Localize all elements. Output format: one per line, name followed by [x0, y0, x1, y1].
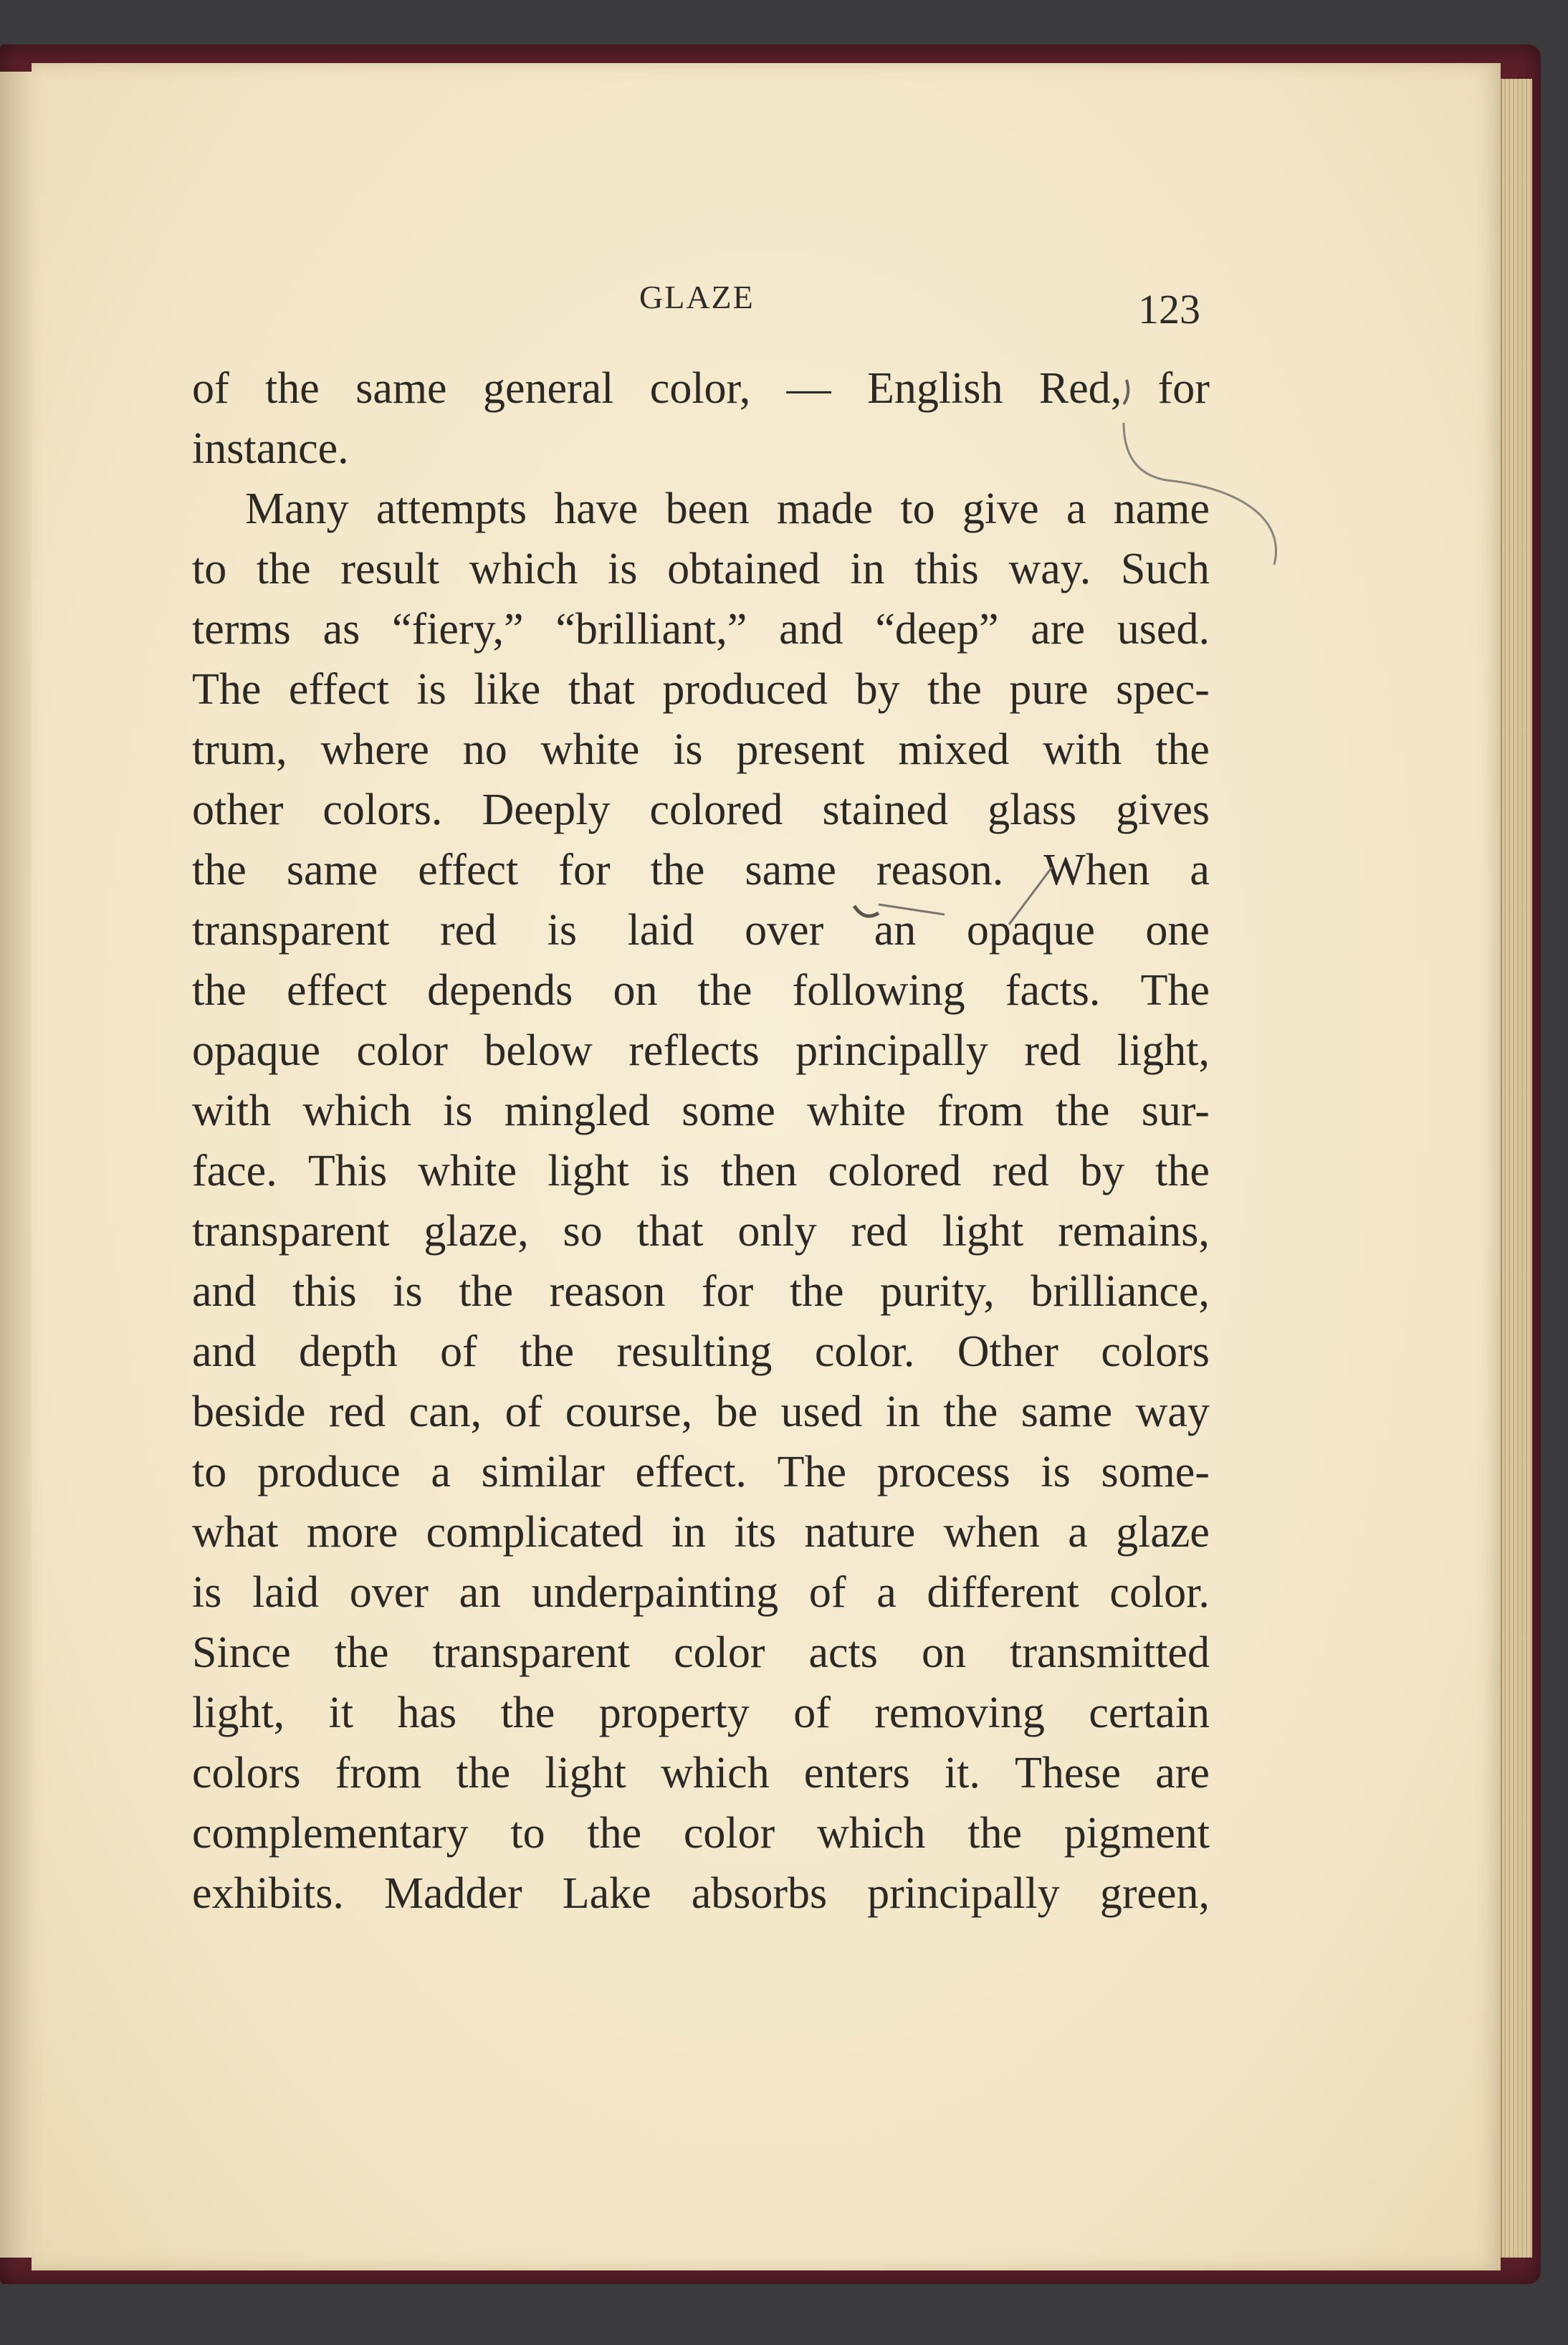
- word: white: [807, 1086, 906, 1135]
- word: over: [745, 906, 824, 955]
- word: used.: [1117, 605, 1210, 654]
- word: one: [1145, 906, 1210, 955]
- word: depends: [427, 966, 573, 1015]
- word: for: [558, 846, 611, 894]
- word: can,: [408, 1388, 482, 1436]
- word: effect: [288, 665, 389, 714]
- text-line: [192, 1623, 1210, 1683]
- word: other: [192, 785, 284, 834]
- word: the: [650, 846, 705, 894]
- word: is: [192, 1568, 222, 1617]
- word: absorbs: [691, 1869, 828, 1918]
- text-line: [192, 1201, 1210, 1261]
- word: process: [876, 1448, 1010, 1496]
- word: colors: [192, 1749, 301, 1797]
- word: it.: [944, 1749, 980, 1797]
- word: transparent: [432, 1628, 631, 1677]
- word: reason: [549, 1267, 666, 1316]
- word: complicated: [426, 1508, 644, 1557]
- word: so: [563, 1207, 603, 1256]
- word: used: [780, 1388, 863, 1436]
- word: Such: [1120, 545, 1210, 593]
- word: light: [942, 1207, 1024, 1256]
- word: following: [792, 966, 965, 1015]
- word: property: [598, 1689, 750, 1737]
- word: resulting: [616, 1327, 773, 1376]
- word: the: [459, 1267, 513, 1316]
- word: to: [510, 1809, 545, 1858]
- text-line: [192, 1442, 1210, 1502]
- word: colors: [1101, 1327, 1210, 1376]
- word: These: [1015, 1749, 1122, 1797]
- word: only: [737, 1207, 817, 1256]
- word: When: [1043, 846, 1150, 894]
- word: effect: [286, 966, 387, 1015]
- word: and: [779, 605, 843, 654]
- word: the: [967, 1809, 1023, 1858]
- word: of: [440, 1327, 477, 1376]
- word: —: [786, 364, 831, 413]
- word: reason.: [876, 846, 1004, 894]
- word: on: [921, 1628, 966, 1677]
- word: the: [520, 1327, 574, 1376]
- word: the: [1155, 1147, 1210, 1195]
- text-line: [192, 539, 1210, 599]
- word: this: [292, 1267, 357, 1316]
- word: with: [1043, 725, 1122, 774]
- word: enters: [803, 1749, 910, 1797]
- word: Lake: [562, 1869, 651, 1918]
- text-line: [192, 479, 1210, 539]
- word: more: [306, 1508, 398, 1557]
- word: The: [777, 1448, 847, 1496]
- word: general: [482, 364, 614, 413]
- word: trum,: [192, 725, 287, 774]
- word: is: [443, 1086, 473, 1135]
- word: terms: [192, 605, 291, 654]
- word: brilliance,: [1031, 1267, 1210, 1316]
- word: which: [817, 1809, 926, 1858]
- word: instance.: [192, 424, 349, 473]
- word: with: [192, 1086, 272, 1135]
- word: has: [397, 1689, 457, 1737]
- word: Other: [957, 1327, 1058, 1376]
- word: its: [734, 1508, 777, 1557]
- word: the: [334, 1628, 389, 1677]
- text-line: [192, 1322, 1210, 1382]
- word: English: [867, 364, 1003, 413]
- word: a: [1066, 484, 1086, 533]
- word: is: [1041, 1448, 1071, 1496]
- word: some: [682, 1086, 775, 1135]
- word: name: [1113, 484, 1210, 533]
- word: Since: [192, 1628, 291, 1677]
- word: laid: [627, 906, 694, 955]
- previous-page-edge: [0, 72, 33, 2258]
- word: by: [855, 665, 900, 714]
- word: same: [1020, 1388, 1113, 1436]
- word: on: [613, 966, 658, 1015]
- word: as: [322, 605, 360, 654]
- word: in: [885, 1388, 920, 1436]
- word: removing: [874, 1689, 1045, 1737]
- word: for: [1157, 364, 1210, 413]
- word: light,: [1117, 1026, 1210, 1075]
- word: The: [192, 665, 262, 714]
- word: are: [1155, 1749, 1210, 1797]
- word: this: [914, 545, 979, 593]
- word: red: [992, 1147, 1049, 1195]
- word: green,: [1099, 1869, 1210, 1918]
- word: The: [1140, 966, 1210, 1015]
- word: from: [335, 1749, 422, 1797]
- word: certain: [1089, 1689, 1210, 1737]
- word: the: [697, 966, 752, 1015]
- word: the: [265, 364, 320, 413]
- word: present: [736, 725, 865, 774]
- word: have: [554, 484, 639, 533]
- word: of: [808, 1568, 846, 1617]
- word: the: [789, 1267, 844, 1316]
- text-line: [192, 960, 1210, 1021]
- word: produce: [257, 1448, 401, 1496]
- word: light,: [192, 1689, 285, 1737]
- text-line: [192, 419, 1210, 479]
- word: that: [636, 1207, 704, 1256]
- word: the: [192, 966, 247, 1015]
- word: and: [192, 1267, 257, 1316]
- word: transparent: [192, 1207, 390, 1256]
- word: a: [876, 1568, 897, 1617]
- word: below: [484, 1026, 593, 1075]
- word: the: [456, 1749, 511, 1797]
- text-line: [192, 358, 1210, 419]
- word: is: [660, 1147, 690, 1195]
- word: red: [439, 906, 497, 955]
- word: glaze: [1116, 1508, 1210, 1557]
- word: different: [927, 1568, 1079, 1617]
- word: color: [674, 1628, 765, 1677]
- word: red: [851, 1207, 908, 1256]
- word: it: [328, 1689, 354, 1737]
- word: glass: [988, 785, 1077, 834]
- word: “brilliant,”: [555, 605, 747, 654]
- word: This: [307, 1147, 388, 1195]
- word: from: [937, 1086, 1024, 1135]
- word: similar: [481, 1448, 605, 1496]
- word: to: [192, 1448, 227, 1496]
- word: opaque: [966, 906, 1095, 955]
- word: is: [547, 906, 578, 955]
- word: be: [715, 1388, 758, 1436]
- word: stained: [822, 785, 949, 834]
- word: mixed: [898, 725, 1010, 774]
- text-line: [192, 900, 1210, 960]
- page-number: 123: [1138, 286, 1200, 333]
- text-line: [192, 1021, 1210, 1081]
- word: obtained: [667, 545, 821, 593]
- word: glaze,: [424, 1207, 529, 1256]
- word: course,: [565, 1388, 693, 1436]
- word: and: [192, 1327, 257, 1376]
- word: underpainting: [531, 1568, 779, 1617]
- word: mingled: [504, 1086, 650, 1135]
- word: effect: [418, 846, 519, 894]
- word: color: [356, 1026, 448, 1075]
- text-line: [192, 780, 1210, 840]
- word: same: [745, 846, 836, 894]
- word: transparent: [192, 906, 390, 955]
- word: some-: [1101, 1448, 1210, 1496]
- word: been: [665, 484, 750, 533]
- word: laid: [252, 1568, 320, 1617]
- text-line: [192, 1803, 1210, 1863]
- word: complementary: [192, 1809, 469, 1858]
- text-line: [192, 1261, 1210, 1322]
- word: white: [540, 725, 640, 774]
- word: opaque: [192, 1026, 321, 1075]
- word: red: [1024, 1026, 1081, 1075]
- word: is: [608, 545, 638, 593]
- word: the: [1155, 725, 1210, 774]
- word: red: [328, 1388, 386, 1436]
- word: acts: [808, 1628, 878, 1677]
- body-text: [192, 358, 1210, 1924]
- word: a: [1190, 846, 1210, 894]
- word: way: [1135, 1388, 1210, 1436]
- word: in: [850, 545, 885, 593]
- word: which: [302, 1086, 411, 1135]
- word: colored: [649, 785, 783, 834]
- word: spec-: [1116, 665, 1210, 714]
- word: made: [776, 484, 874, 533]
- text-line: [192, 1141, 1210, 1201]
- word: sur-: [1141, 1086, 1210, 1135]
- text-line: [192, 1743, 1210, 1803]
- word: for: [701, 1267, 754, 1316]
- word: way.: [1008, 545, 1091, 593]
- word: which: [469, 545, 578, 593]
- word: is: [393, 1267, 423, 1316]
- word: color,: [649, 364, 751, 413]
- word: an: [459, 1568, 502, 1617]
- word: to: [192, 545, 227, 593]
- word: is: [673, 725, 703, 774]
- word: depth: [298, 1327, 398, 1376]
- word: same: [355, 364, 447, 413]
- page-fore-edge: [1501, 79, 1532, 2258]
- text-line: [192, 720, 1210, 780]
- word: an: [874, 906, 917, 955]
- text-line: [192, 1863, 1210, 1924]
- text-line: [192, 840, 1210, 900]
- word: of: [192, 364, 229, 413]
- word: color.: [1109, 1568, 1210, 1617]
- word: nature: [804, 1508, 916, 1557]
- word: where: [320, 725, 429, 774]
- running-head: GLAZE: [639, 279, 755, 315]
- word: of: [793, 1689, 831, 1737]
- word: when: [943, 1508, 1040, 1557]
- word: purity,: [880, 1267, 995, 1316]
- word: result: [340, 545, 440, 593]
- word: beside: [192, 1388, 306, 1436]
- word: Many: [245, 484, 349, 533]
- word: by: [1079, 1147, 1124, 1195]
- word: “fiery,”: [392, 605, 524, 654]
- word: white: [418, 1147, 517, 1195]
- word: remains,: [1058, 1207, 1210, 1256]
- word: that: [568, 665, 635, 714]
- word: then: [720, 1147, 798, 1195]
- word: “deep”: [875, 605, 999, 654]
- word: light: [548, 1147, 629, 1195]
- word: exhibits.: [192, 1869, 344, 1918]
- word: same: [286, 846, 378, 894]
- word: in: [671, 1508, 707, 1557]
- word: the: [927, 665, 982, 714]
- word: a: [1068, 1508, 1088, 1557]
- word: the: [587, 1809, 642, 1858]
- word: a: [431, 1448, 451, 1496]
- text-line: [192, 1683, 1210, 1743]
- word: over: [349, 1568, 429, 1617]
- word: principally: [795, 1026, 988, 1075]
- word: gives: [1116, 785, 1210, 834]
- word: what: [192, 1508, 279, 1557]
- word: color: [683, 1809, 775, 1858]
- word: is: [416, 665, 446, 714]
- word: the: [256, 545, 311, 593]
- word: Red,: [1038, 364, 1122, 413]
- word: the: [943, 1388, 998, 1436]
- word: Deeply: [482, 785, 611, 834]
- text-line: [192, 1502, 1210, 1562]
- text-line: [192, 1562, 1210, 1623]
- word: give: [962, 484, 1039, 533]
- word: produced: [662, 665, 828, 714]
- text-line: [192, 1382, 1210, 1442]
- text-line: [192, 1081, 1210, 1141]
- word: attempts: [376, 484, 527, 533]
- word: effect.: [635, 1448, 747, 1496]
- word: colored: [828, 1147, 962, 1195]
- word: principally: [867, 1869, 1060, 1918]
- word: which: [661, 1749, 770, 1797]
- word: of: [505, 1388, 542, 1436]
- word: to: [900, 484, 935, 533]
- word: pigment: [1063, 1809, 1210, 1858]
- text-line: [192, 599, 1210, 659]
- word: like: [474, 665, 541, 714]
- word: the: [1055, 1086, 1110, 1135]
- word: no: [462, 725, 507, 774]
- word: Madder: [383, 1869, 522, 1918]
- word: pure: [1009, 665, 1089, 714]
- word: light: [545, 1749, 626, 1797]
- word: reflects: [628, 1026, 760, 1075]
- word: facts.: [1005, 966, 1101, 1015]
- word: are: [1031, 605, 1085, 654]
- word: the: [192, 846, 247, 894]
- text-line: [192, 659, 1210, 720]
- word: the: [500, 1689, 555, 1737]
- word: color.: [814, 1327, 915, 1376]
- word: transmitted: [1010, 1628, 1210, 1677]
- word: colors.: [322, 785, 443, 834]
- word: face.: [192, 1147, 277, 1195]
